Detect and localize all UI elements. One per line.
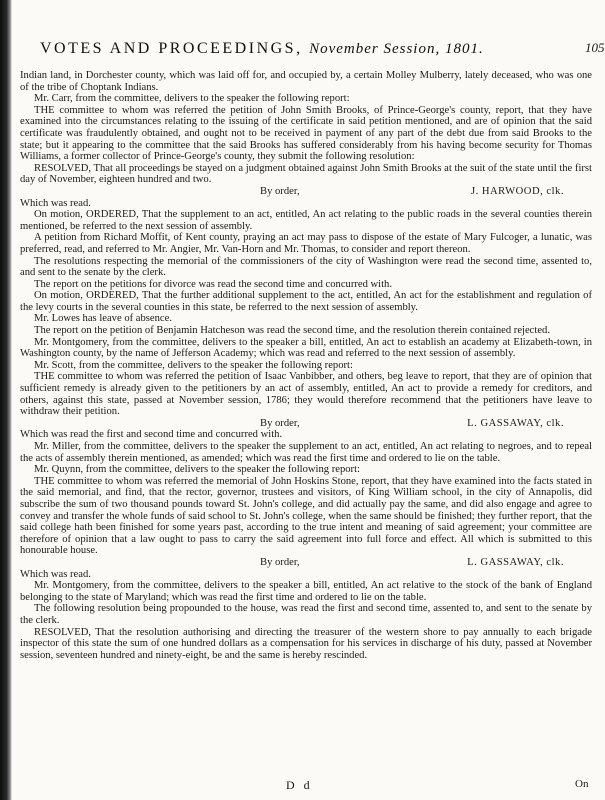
paragraph-group-3: [20, 429, 592, 557]
paragraph-group-2: [20, 198, 592, 418]
paragraph: THE committee to whom was referred the petition of Isaac Vanbibber, and others, beg leave to report, that they are of opinion that sufficient remedy is already given to the petitioners by an act of assembly, entitled, An act to provide a remedy for creditors, and others, against this state, passed at November session, 1786; they would therefore recommend that the petitioners have leave to withdraw their petition.: [20, 371, 592, 418]
paragraph: Mr. Montgomery, from the committee, delivers to the speaker a bill, entitled, An act relative to the stock of the bank of England belonging to the state of Maryland; which was read the first time and ordered to lie on the table.: [20, 580, 592, 603]
paragraph: On motion, ORDERED, That the further additional supplement to the act, entitled, An act for the establishment and regulation of the levy courts in the several counties in this state, be referred to the next session of assembly.: [20, 290, 592, 313]
printer-signature-mark: D d: [286, 778, 313, 792]
paragraph: Mr. Montgomery, from the committee, delivers to the speaker a bill, entitled, An act to establish an academy at Elizabeth-town, in Washington county, by the name of Jefferson Academy; which was read and referred to the next session of assembly.: [20, 336, 592, 360]
running-title-main: VOTES AND PROCEEDINGS,: [40, 40, 303, 57]
signature-block-3: [20, 557, 592, 569]
paragraph: Which was read the first and second time and concurred with.: [20, 429, 283, 441]
paragraph-group-1: [20, 70, 592, 186]
signature-block-2: [20, 418, 592, 430]
paragraph: THE committee to whom was referred the memorial of John Hoskins Stone, report, that they have examined into the facts stated in the said memorial, and find, that the rector, governor, trustees and visitors, of King William school, in the city of Annapolis, did subscribe the sum of two thousand pounds toward St. John's college, and did actually pay the same, and did also engage and agree to convey and transfer the whole funds of said school to St. John's college, when the same should be finished; they further report, that the said college hath been finished for some years past, according to the true intent and meaning of said agreement; your committee are therefore of opinion that a law ought to pass to carry the said agreement into full force and effect. All which is submitted to this honourable house.: [20, 475, 592, 557]
running-title: [40, 40, 484, 58]
paragraph: A petition from Richard Moffit, of Kent county, praying an act may pass to dispose of the estate of Mary Fulcoger, a lunatic, was preferred, read, and referred to Mr. Angier, Mr. Van-Horn and Mr. Thomas, to consider and report thereon.: [20, 232, 592, 255]
page-footer: [0, 778, 600, 798]
page-number: 105: [585, 40, 605, 55]
clerk-signature: L. GASSAWAY, clk.: [467, 417, 564, 429]
paragraph: Which was read.: [20, 568, 91, 580]
document-body: [20, 70, 592, 661]
paragraph: Which was read.: [20, 197, 91, 209]
running-title-session: November Session, 1801.: [309, 41, 484, 57]
paragraph: The resolutions respecting the memorial of the commissioners of the city of Washington were read the second time, assented to, and sent to the senate by the clerk.: [20, 255, 592, 279]
by-order-label: By order,: [260, 556, 300, 568]
clerk-signature: J. HARWOOD, clk.: [470, 185, 564, 197]
by-order-label: By order,: [260, 185, 300, 197]
page-header: [40, 40, 605, 60]
clerk-signature: L. GASSAWAY, clk.: [467, 556, 564, 568]
paragraph: Indian land, in Dorchester county, which was laid off for, and occupied by, a certain Molley Mulberry, lately deceased, who was one of the tribe of Choptank Indians.: [20, 70, 592, 93]
catchword: On: [575, 778, 589, 790]
paragraph: Mr. Miller, from the committee, delivers to the speaker the supplement to an act, entitled, An act relating to negroes, and to repeal the acts of assembly therein mentioned, as amended; which was read the first time and ordered to lie on the table.: [20, 441, 592, 464]
paragraph: The following resolution being propounded to the house, was read the first and second time, assented to, and sent to the senate by the clerk.: [20, 603, 592, 626]
paragraph: RESOLVED, That the resolution authorising and directing the treasurer of the western shore to pay annually to each brigade inspector of this state the sum of one hundred dollars as a compensation for his services in discharge of his duty, passed at November session, seventeen hundred and ninety-eight, be and the same is hereby rescinded.: [20, 626, 592, 661]
paragraph: RESOLVED, That all proceedings be stayed on a judgment obtained against John Smith Brooks at the suit of the state until the first day of November, eighteen hundred and two.: [20, 162, 592, 186]
paragraph: The report on the petition of Benjamin Hatcheson was read the second time, and the resolution therein contained rejected.: [34, 325, 550, 337]
paragraph: Mr. Quynn, from the committee, delivers to the speaker the following report:: [34, 464, 360, 476]
paragraph: THE committee to whom was referred the petition of John Smith Brooks, of Prince-George's county, report, that they have examined into the circumstances relating to the issuing of the certificate in said petition mentioned, and are of opinion that the said certificate was fraudulently obtained, and ought not to be received in payment of any part of the debt due from said Brooks to the state; but it appearing to the committee that the said Brooks has suffered considerably from his having become security for Thomas Williams, a former collector of Prince-George's county, they submit the following resolution:: [20, 104, 592, 163]
paragraph: Mr. Scott, from the committee, delivers to the speaker the following report:: [34, 359, 353, 371]
paragraph-group-4: [20, 569, 592, 662]
paragraph: Mr. Lowes has leave of absence.: [34, 313, 172, 325]
paragraph: On motion, ORDERED, That the supplement to an act, entitled, An act relating to the public roads in the several counties therein mentioned, be referred to the next session of assembly.: [20, 209, 592, 232]
book-binding-edge: [0, 0, 12, 800]
signature-block-1: [20, 186, 592, 198]
paragraph: Mr. Carr, from the committee, delivers to the speaker the following report:: [34, 93, 350, 105]
paragraph: The report on the petitions for divorce was read the second time and concurred with.: [34, 278, 393, 290]
by-order-label: By order,: [260, 417, 300, 429]
